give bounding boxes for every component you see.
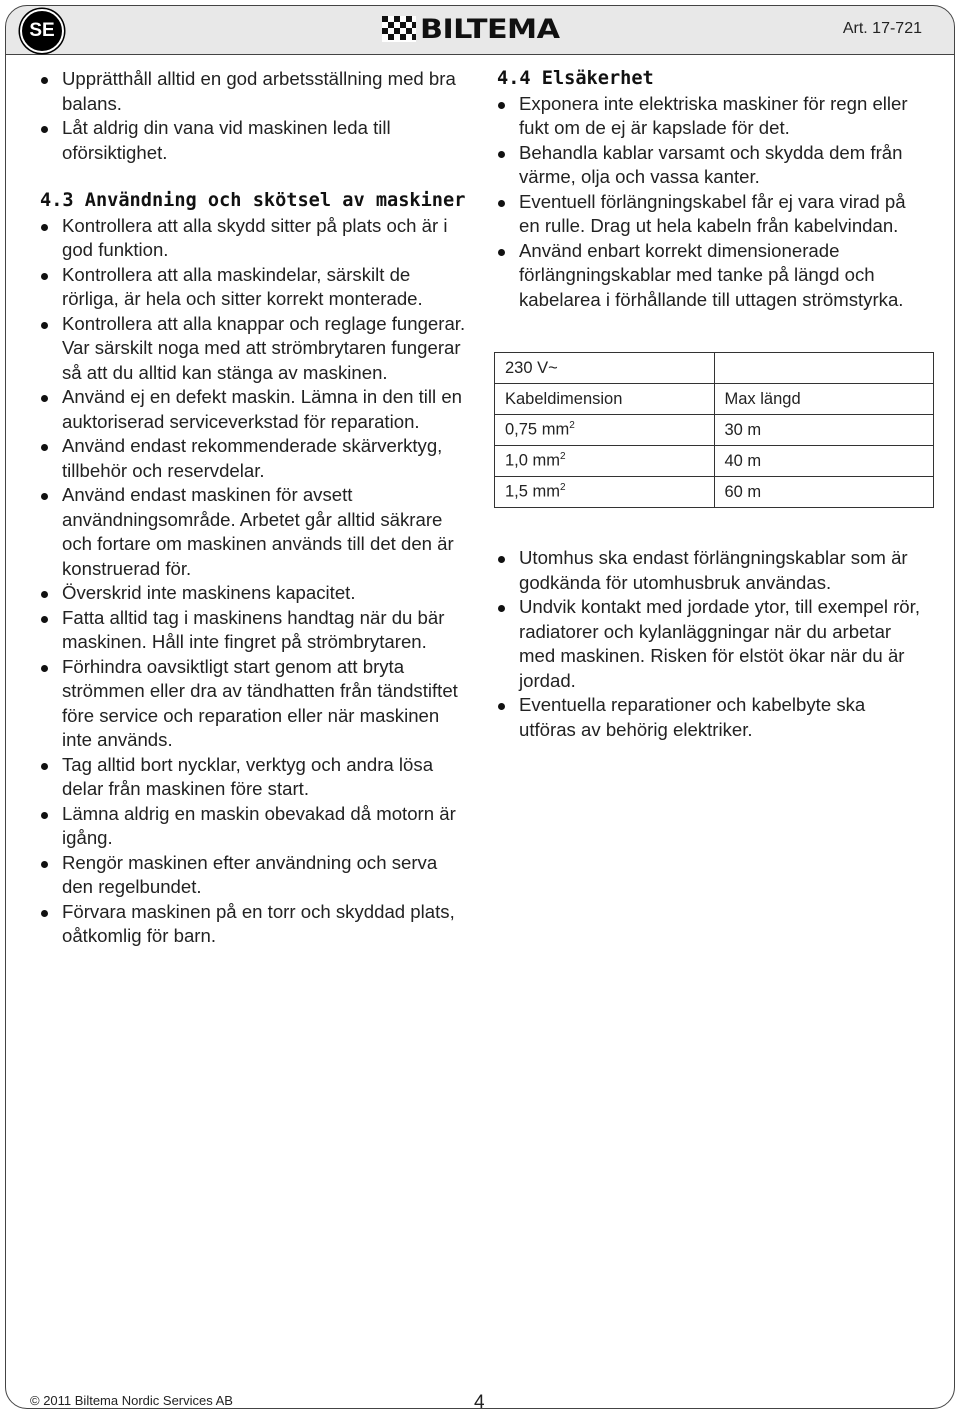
column-header-length: Max längd — [714, 384, 934, 415]
dimension-value: 1,5 mm — [505, 482, 561, 501]
list-item: Använd endast maskinen för avsett användningsområde. Arbetet går alltid säkrare och fortare om maskinen används till det den är konstruerad för. — [40, 483, 470, 581]
checkered-flag-icon — [382, 16, 416, 42]
dimension-value: 0,75 mm — [505, 420, 570, 439]
dimension-cell — [495, 415, 715, 446]
dimension-cell — [495, 446, 715, 477]
right-column — [497, 67, 927, 742]
outdoor-list — [497, 546, 927, 742]
left-column — [40, 67, 470, 949]
brand-logo — [382, 13, 560, 45]
brand-name: BILTEMA — [420, 13, 560, 45]
dimension-value: 1,0 mm — [505, 451, 561, 470]
page-number: 4 — [474, 1392, 485, 1413]
length-cell: 60 m — [714, 477, 934, 508]
length-cell: 40 m — [714, 446, 934, 477]
list-item: Förhindra oavsiktligt start genom att bryta strömmen eller dra av tändhatten från tändstiftet före service och reparation eller när maskinen inte används. — [40, 655, 470, 753]
table-row — [495, 415, 934, 446]
dimension-exponent: 2 — [560, 451, 566, 463]
list-item: Kontrollera att alla maskindelar, särskilt de rörliga, är hela och sitter korrekt monterade. — [40, 263, 470, 312]
intro-list — [40, 67, 470, 165]
list-item: Använd enbart korrekt dimensionerade förlängningskablar med tanke på längd och kabelarea i förhållande till uttagen strömstyrka. — [497, 239, 927, 313]
list-item: Utomhus ska endast förlängningskablar som är godkända för utomhusbruk användas. — [497, 546, 927, 595]
list-item: Upprätthåll alltid en god arbetsställning med bra balans. — [40, 67, 470, 116]
length-cell: 30 m — [714, 415, 934, 446]
list-item: Lämna aldrig en maskin obevakad då motorn är igång. — [40, 802, 470, 851]
table-row — [495, 353, 934, 384]
list-item: Använd endast rekommenderade skärverktyg, tillbehör och reservdelar. — [40, 434, 470, 483]
column-header-dimension: Kabeldimension — [495, 384, 715, 415]
table-row — [495, 477, 934, 508]
list-item: Kontrollera att alla knappar och reglage fungerar. Var särskilt noga med att strömbrytaren fungerar så att du alltid kan stänga av maskinen. — [40, 312, 470, 386]
list-item: Exponera inte elektriska maskiner för regn eller fukt om de ej är kapslade för det. — [497, 92, 927, 141]
article-number: Art. 17-721 — [842, 20, 922, 37]
dimension-cell — [495, 477, 715, 508]
language-badge: SE — [20, 9, 64, 53]
empty-cell — [714, 353, 934, 384]
copyright: © 2011 Biltema Nordic Services AB — [30, 1393, 233, 1408]
list-item: Rengör maskinen efter användning och serva den regelbundet. — [40, 851, 470, 900]
section-title-4-4: 4.4 Elsäkerhet — [497, 68, 654, 89]
list-item: Använd ej en defekt maskin. Lämna in den till en auktoriserad serviceverkstad för reparation. — [40, 385, 470, 434]
dimension-exponent: 2 — [560, 482, 566, 494]
list-item: Förvara maskinen på en torr och skyddad plats, oåtkomlig för barn. — [40, 900, 470, 949]
list-item: Undvik kontakt med jordade ytor, till exempel rör, radiatorer och kylanläggningar när du arbetar med maskinen. Risken för elstöt ökar när du är jordad. — [497, 595, 927, 693]
usage-list — [40, 214, 470, 949]
voltage-cell: 230 V~ — [495, 353, 715, 384]
list-item: Behandla kablar varsamt och skydda dem från värme, olja och vassa kanter. — [497, 141, 927, 190]
list-item: Överskrid inte maskinens kapacitet. — [40, 581, 470, 606]
list-item: Kontrollera att alla skydd sitter på plats och är i god funktion. — [40, 214, 470, 263]
electrical-list — [497, 92, 927, 313]
section-title-4-3: 4.3 Användning och skötsel av maskiner — [40, 190, 466, 211]
list-item: Eventuella reparationer och kabelbyte ska utföras av behörig elektriker. — [497, 693, 927, 742]
list-item: Tag alltid bort nycklar, verktyg och andra lösa delar från maskinen före start. — [40, 753, 470, 802]
table-row — [495, 446, 934, 477]
cable-table — [494, 352, 934, 508]
dimension-exponent: 2 — [569, 420, 575, 432]
table-row — [495, 384, 934, 415]
list-item: Fatta alltid tag i maskinens handtag när du bär maskinen. Håll inte fingret på strömbrytaren. — [40, 606, 470, 655]
list-item: Låt aldrig din vana vid maskinen leda till oförsiktighet. — [40, 116, 470, 165]
list-item: Eventuell förlängningskabel får ej vara virad på en rulle. Drag ut hela kabeln från kabelvindan. — [497, 190, 927, 239]
